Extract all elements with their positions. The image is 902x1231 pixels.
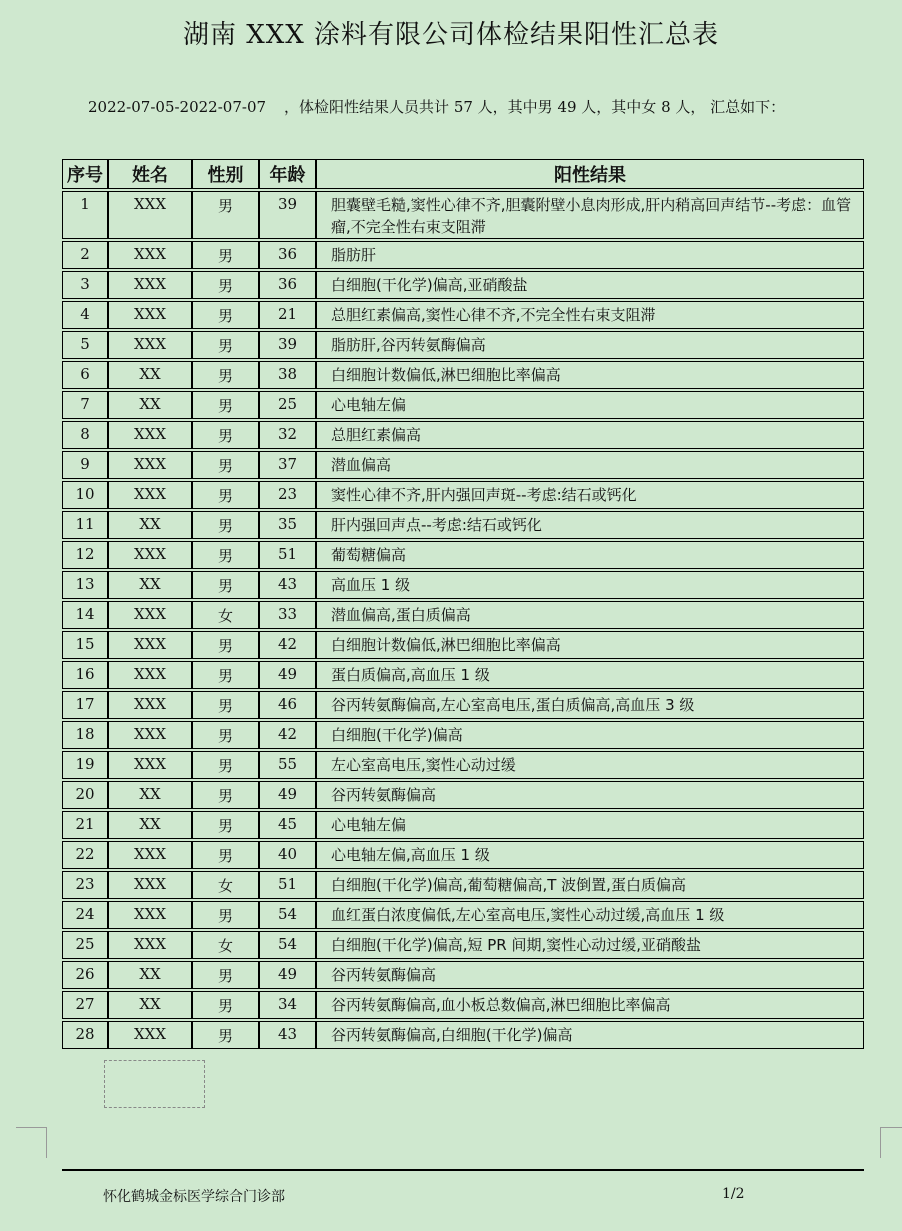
row-number: 22 <box>62 841 108 869</box>
table-row <box>62 811 864 839</box>
row-sex: 男 <box>192 421 259 449</box>
row-number: 3 <box>62 271 108 299</box>
row-sex: 女 <box>192 931 259 959</box>
row-age: 51 <box>259 871 316 899</box>
row-number: 26 <box>62 961 108 989</box>
row-sex: 男 <box>192 301 259 329</box>
row-number: 4 <box>62 301 108 329</box>
row-sex: 男 <box>192 541 259 569</box>
row-age: 35 <box>259 511 316 539</box>
row-age: 51 <box>259 541 316 569</box>
row-name: XX <box>108 361 192 389</box>
row-number: 2 <box>62 241 108 269</box>
row-sex: 男 <box>192 271 259 299</box>
row-sex: 男 <box>192 841 259 869</box>
row-number: 6 <box>62 361 108 389</box>
page-corner-mark-right <box>880 1127 902 1158</box>
row-name: XXX <box>108 871 192 899</box>
row-age: 49 <box>259 661 316 689</box>
row-age: 39 <box>259 331 316 359</box>
row-sex: 男 <box>192 331 259 359</box>
row-number: 15 <box>62 631 108 659</box>
row-name: XX <box>108 391 192 419</box>
footer-page-number: 1/2 <box>722 1186 745 1202</box>
row-number: 8 <box>62 421 108 449</box>
row-result: 蛋白质偏高,高血压 1 级 <box>316 661 864 689</box>
row-result: 谷丙转氨酶偏高 <box>316 961 864 989</box>
row-sex: 男 <box>192 1021 259 1049</box>
row-name: XXX <box>108 241 192 269</box>
table-row <box>62 451 864 479</box>
row-number: 5 <box>62 331 108 359</box>
row-result: 高血压 1 级 <box>316 571 864 599</box>
row-name: XXX <box>108 691 192 719</box>
row-name: XXX <box>108 1021 192 1049</box>
row-name: XXX <box>108 901 192 929</box>
row-result: 脂肪肝,谷丙转氨酶偏高 <box>316 331 864 359</box>
table-row <box>62 631 864 659</box>
row-result: 谷丙转氨酶偏高,血小板总数偏高,淋巴细胞比率偏高 <box>316 991 864 1019</box>
row-name: XXX <box>108 931 192 959</box>
row-age: 36 <box>259 271 316 299</box>
row-sex: 男 <box>192 511 259 539</box>
row-number: 23 <box>62 871 108 899</box>
row-sex: 男 <box>192 751 259 779</box>
row-age: 39 <box>259 191 316 239</box>
row-age: 34 <box>259 991 316 1019</box>
row-name: XXX <box>108 271 192 299</box>
row-number: 21 <box>62 811 108 839</box>
row-sex: 男 <box>192 691 259 719</box>
row-name: XXX <box>108 541 192 569</box>
row-sex: 男 <box>192 991 259 1019</box>
header-name: 姓名 <box>108 159 192 189</box>
row-age: 40 <box>259 841 316 869</box>
row-result: 潜血偏高 <box>316 451 864 479</box>
row-name: XX <box>108 781 192 809</box>
row-result: 谷丙转氨酶偏高,左心室高电压,蛋白质偏高,高血压 3 级 <box>316 691 864 719</box>
row-result: 葡萄糖偏高 <box>316 541 864 569</box>
row-age: 43 <box>259 1021 316 1049</box>
row-sex: 男 <box>192 481 259 509</box>
row-age: 23 <box>259 481 316 509</box>
row-number: 25 <box>62 931 108 959</box>
row-age: 42 <box>259 721 316 749</box>
row-number: 7 <box>62 391 108 419</box>
row-result: 潜血偏高,蛋白质偏高 <box>316 601 864 629</box>
row-age: 54 <box>259 901 316 929</box>
document-title: 湖南 XXX 涂料有限公司体检结果阳性汇总表 <box>182 20 720 50</box>
row-name: XX <box>108 511 192 539</box>
row-name: XXX <box>108 631 192 659</box>
row-number: 27 <box>62 991 108 1019</box>
table-row <box>62 391 864 419</box>
row-sex: 男 <box>192 451 259 479</box>
row-result: 谷丙转氨酶偏高 <box>316 781 864 809</box>
row-result: 心电轴左偏 <box>316 811 864 839</box>
table-row <box>62 301 864 329</box>
row-number: 28 <box>62 1021 108 1049</box>
row-sex: 男 <box>192 391 259 419</box>
row-number: 13 <box>62 571 108 599</box>
row-result: 肝内强回声点--考虑:结石或钙化 <box>316 511 864 539</box>
row-number: 19 <box>62 751 108 779</box>
row-sex: 男 <box>192 961 259 989</box>
row-result: 白细胞(干化学)偏高 <box>316 721 864 749</box>
row-name: XXX <box>108 481 192 509</box>
row-age: 21 <box>259 301 316 329</box>
row-age: 43 <box>259 571 316 599</box>
row-result: 左心室高电压,窦性心动过缓 <box>316 751 864 779</box>
table-row <box>62 191 864 239</box>
header-sex: 性别 <box>192 159 259 189</box>
header-age: 年龄 <box>259 159 316 189</box>
row-age: 25 <box>259 391 316 419</box>
row-age: 45 <box>259 811 316 839</box>
row-result: 心电轴左偏 <box>316 391 864 419</box>
row-number: 9 <box>62 451 108 479</box>
header-no: 序号 <box>62 159 108 189</box>
row-name: XXX <box>108 721 192 749</box>
header-result: 阳性结果 <box>316 159 864 189</box>
row-sex: 男 <box>192 191 259 239</box>
row-name: XXX <box>108 841 192 869</box>
table-row <box>62 721 864 749</box>
row-sex: 男 <box>192 661 259 689</box>
row-sex: 女 <box>192 601 259 629</box>
table-header-row <box>62 159 864 189</box>
row-age: 55 <box>259 751 316 779</box>
cell-selection-box <box>104 1060 205 1108</box>
row-result: 窦性心律不齐,肝内强回声斑--考虑:结石或钙化 <box>316 481 864 509</box>
summary-line <box>88 96 785 117</box>
row-age: 32 <box>259 421 316 449</box>
table-row <box>62 871 864 899</box>
row-name: XX <box>108 991 192 1019</box>
row-sex: 男 <box>192 781 259 809</box>
row-age: 33 <box>259 601 316 629</box>
date-range: 2022-07-05-2022-07-07 <box>88 98 267 116</box>
row-result: 白细胞计数偏低,淋巴细胞比率偏高 <box>316 361 864 389</box>
row-number: 20 <box>62 781 108 809</box>
row-number: 1 <box>62 191 108 239</box>
table-row <box>62 841 864 869</box>
row-result: 白细胞(干化学)偏高,葡萄糖偏高,T 波倒置,蛋白质偏高 <box>316 871 864 899</box>
row-sex: 男 <box>192 811 259 839</box>
row-sex: 男 <box>192 361 259 389</box>
table-row <box>62 781 864 809</box>
table-row <box>62 271 864 299</box>
row-number: 24 <box>62 901 108 929</box>
row-age: 54 <box>259 931 316 959</box>
table-row <box>62 541 864 569</box>
table-row <box>62 511 864 539</box>
row-name: XXX <box>108 601 192 629</box>
table-row <box>62 751 864 779</box>
table-row <box>62 601 864 629</box>
footer-clinic: 怀化鹤城金标医学综合门诊部 <box>103 1189 285 1205</box>
table-row <box>62 901 864 929</box>
table-row <box>62 961 864 989</box>
row-result: 白细胞(干化学)偏高,亚硝酸盐 <box>316 271 864 299</box>
row-name: XXX <box>108 751 192 779</box>
row-number: 17 <box>62 691 108 719</box>
table-row <box>62 991 864 1019</box>
row-name: XXX <box>108 661 192 689</box>
row-name: XX <box>108 961 192 989</box>
row-sex: 男 <box>192 721 259 749</box>
summary-text: ，体检阳性结果人员共计 57 人，其中男 49 人，其中女 8 人， 汇总如下： <box>284 98 786 116</box>
row-sex: 女 <box>192 871 259 899</box>
row-number: 10 <box>62 481 108 509</box>
row-number: 11 <box>62 511 108 539</box>
row-number: 14 <box>62 601 108 629</box>
results-table <box>62 157 864 1051</box>
row-age: 49 <box>259 781 316 809</box>
row-age: 36 <box>259 241 316 269</box>
row-number: 18 <box>62 721 108 749</box>
row-number: 12 <box>62 541 108 569</box>
row-name: XXX <box>108 421 192 449</box>
row-result: 总胆红素偏高,窦性心律不齐,不完全性右束支阻滞 <box>316 301 864 329</box>
row-name: XXX <box>108 331 192 359</box>
row-name: XX <box>108 571 192 599</box>
row-sex: 男 <box>192 241 259 269</box>
row-result: 脂肪肝 <box>316 241 864 269</box>
row-sex: 男 <box>192 571 259 599</box>
row-number: 16 <box>62 661 108 689</box>
row-result: 心电轴左偏,高血压 1 级 <box>316 841 864 869</box>
row-result: 白细胞(干化学)偏高,短 PR 间期,窦性心动过缓,亚硝酸盐 <box>316 931 864 959</box>
row-age: 42 <box>259 631 316 659</box>
table-row <box>62 241 864 269</box>
row-age: 37 <box>259 451 316 479</box>
row-sex: 男 <box>192 901 259 929</box>
table-row <box>62 481 864 509</box>
row-result: 胆囊壁毛糙,窦性心律不齐,胆囊附壁小息肉形成,肝内稍高回声结节--考虑：血管瘤,不完全性右束支阻滞 <box>316 191 864 239</box>
table-row <box>62 691 864 719</box>
footer-divider <box>62 1169 864 1171</box>
row-age: 38 <box>259 361 316 389</box>
table-row <box>62 661 864 689</box>
row-result: 谷丙转氨酶偏高,白细胞(干化学)偏高 <box>316 1021 864 1049</box>
table-row <box>62 361 864 389</box>
page-corner-mark-left <box>16 1127 47 1158</box>
table-row <box>62 571 864 599</box>
row-sex: 男 <box>192 631 259 659</box>
row-age: 49 <box>259 961 316 989</box>
row-result: 白细胞计数偏低,淋巴细胞比率偏高 <box>316 631 864 659</box>
table-row <box>62 1021 864 1049</box>
row-name: XX <box>108 811 192 839</box>
row-age: 46 <box>259 691 316 719</box>
table-row <box>62 331 864 359</box>
row-result: 血红蛋白浓度偏低,左心室高电压,窦性心动过缓,高血压 1 级 <box>316 901 864 929</box>
row-name: XXX <box>108 451 192 479</box>
table-row <box>62 931 864 959</box>
table-row <box>62 421 864 449</box>
row-name: XXX <box>108 191 192 239</box>
row-result: 总胆红素偏高 <box>316 421 864 449</box>
row-name: XXX <box>108 301 192 329</box>
